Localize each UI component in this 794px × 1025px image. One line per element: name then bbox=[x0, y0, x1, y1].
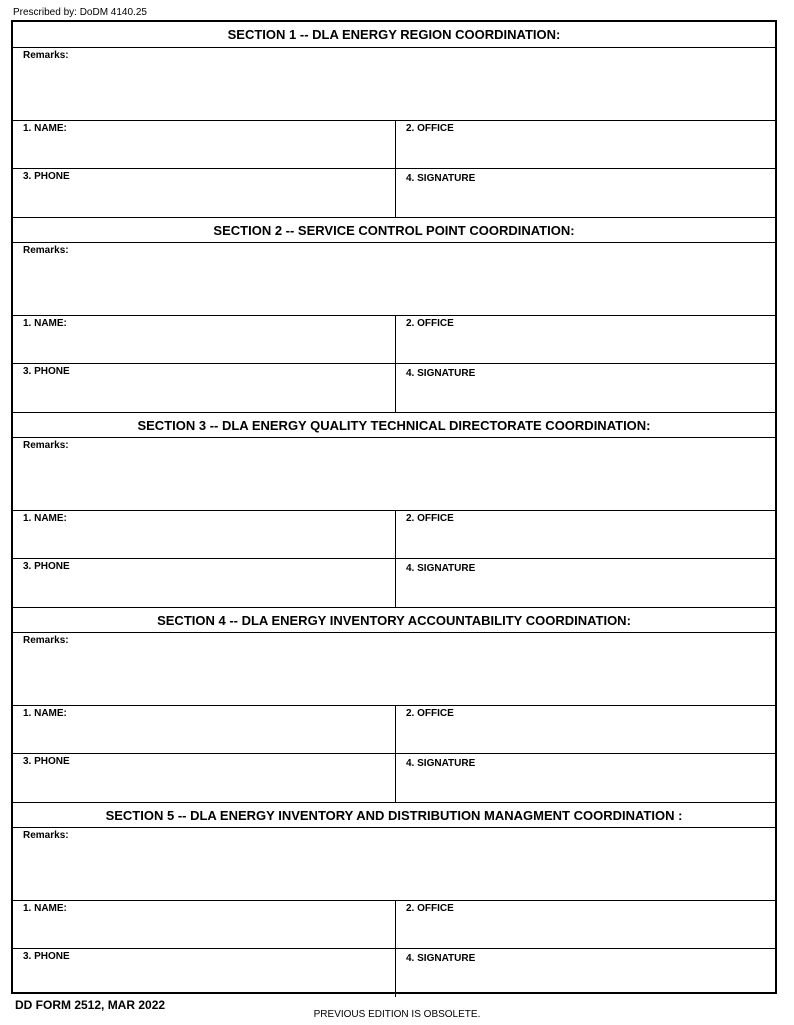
signature-field[interactable] bbox=[396, 559, 775, 607]
signature-label: 4. SIGNATURE bbox=[406, 563, 476, 574]
remarks-label: Remarks: bbox=[23, 245, 69, 256]
phone-signature-row bbox=[13, 949, 775, 997]
office-field[interactable] bbox=[396, 901, 775, 948]
remarks-label: Remarks: bbox=[23, 635, 69, 646]
phone-label: 3. PHONE bbox=[23, 756, 70, 767]
office-label: 2. OFFICE bbox=[406, 318, 454, 329]
signature-field[interactable] bbox=[396, 754, 775, 802]
form-number: DD FORM 2512, MAR 2022 bbox=[15, 998, 166, 1012]
remarks-label: Remarks: bbox=[23, 830, 69, 841]
signature-label: 4. SIGNATURE bbox=[406, 368, 476, 379]
remarks-field[interactable] bbox=[13, 438, 775, 511]
name-field[interactable] bbox=[13, 121, 396, 168]
signature-label: 4. SIGNATURE bbox=[406, 173, 476, 184]
phone-field[interactable] bbox=[13, 949, 396, 997]
prescribed-by: Prescribed by: DoDM 4140.25 bbox=[13, 7, 147, 18]
remarks-field[interactable] bbox=[13, 828, 775, 901]
office-label: 2. OFFICE bbox=[406, 903, 454, 914]
remarks-field[interactable] bbox=[13, 243, 775, 316]
obsolete-notice: PREVIOUS EDITION IS OBSOLETE. bbox=[313, 1009, 481, 1020]
phone-signature-row bbox=[13, 559, 775, 607]
office-field[interactable] bbox=[396, 316, 775, 363]
phone-field[interactable] bbox=[13, 754, 396, 802]
name-office-row bbox=[13, 706, 775, 754]
name-label: 1. NAME: bbox=[23, 903, 67, 914]
phone-field[interactable] bbox=[13, 169, 396, 217]
section-3 bbox=[13, 412, 775, 607]
section-title: SECTION 1 -- DLA ENERGY REGION COORDINATION: bbox=[13, 22, 775, 48]
signature-field[interactable] bbox=[396, 169, 775, 217]
phone-signature-row bbox=[13, 754, 775, 802]
name-field[interactable] bbox=[13, 901, 396, 948]
office-field[interactable] bbox=[396, 121, 775, 168]
name-label: 1. NAME: bbox=[23, 123, 67, 134]
section-2 bbox=[13, 217, 775, 412]
remarks-label: Remarks: bbox=[23, 440, 69, 451]
signature-field[interactable] bbox=[396, 364, 775, 412]
phone-signature-row bbox=[13, 364, 775, 412]
remarks-field[interactable] bbox=[13, 633, 775, 706]
form-frame bbox=[11, 20, 777, 994]
name-office-row bbox=[13, 316, 775, 364]
signature-field[interactable] bbox=[396, 949, 775, 997]
phone-label: 3. PHONE bbox=[23, 561, 70, 572]
signature-label: 4. SIGNATURE bbox=[406, 758, 476, 769]
office-field[interactable] bbox=[396, 511, 775, 558]
name-label: 1. NAME: bbox=[23, 513, 67, 524]
name-office-row bbox=[13, 901, 775, 949]
phone-label: 3. PHONE bbox=[23, 171, 70, 182]
phone-label: 3. PHONE bbox=[23, 366, 70, 377]
phone-label: 3. PHONE bbox=[23, 951, 70, 962]
section-4 bbox=[13, 607, 775, 802]
name-field[interactable] bbox=[13, 511, 396, 558]
section-1 bbox=[13, 22, 775, 217]
section-title: SECTION 3 -- DLA ENERGY QUALITY TECHNICAL DIRECTORATE COORDINATION: bbox=[13, 412, 775, 438]
phone-field[interactable] bbox=[13, 559, 396, 607]
section-title: SECTION 5 -- DLA ENERGY INVENTORY AND DISTRIBUTION MANAGMENT COORDINATION : bbox=[13, 802, 775, 828]
name-label: 1. NAME: bbox=[23, 708, 67, 719]
phone-signature-row bbox=[13, 169, 775, 217]
section-title: SECTION 4 -- DLA ENERGY INVENTORY ACCOUNTABILITY COORDINATION: bbox=[13, 607, 775, 633]
signature-label: 4. SIGNATURE bbox=[406, 953, 476, 964]
office-label: 2. OFFICE bbox=[406, 123, 454, 134]
office-field[interactable] bbox=[396, 706, 775, 753]
phone-field[interactable] bbox=[13, 364, 396, 412]
name-field[interactable] bbox=[13, 706, 396, 753]
remarks-label: Remarks: bbox=[23, 50, 69, 61]
section-5 bbox=[13, 802, 775, 997]
name-office-row bbox=[13, 121, 775, 169]
section-title: SECTION 2 -- SERVICE CONTROL POINT COORDINATION: bbox=[13, 217, 775, 243]
name-field[interactable] bbox=[13, 316, 396, 363]
name-label: 1. NAME: bbox=[23, 318, 67, 329]
remarks-field[interactable] bbox=[13, 48, 775, 121]
name-office-row bbox=[13, 511, 775, 559]
office-label: 2. OFFICE bbox=[406, 708, 454, 719]
office-label: 2. OFFICE bbox=[406, 513, 454, 524]
